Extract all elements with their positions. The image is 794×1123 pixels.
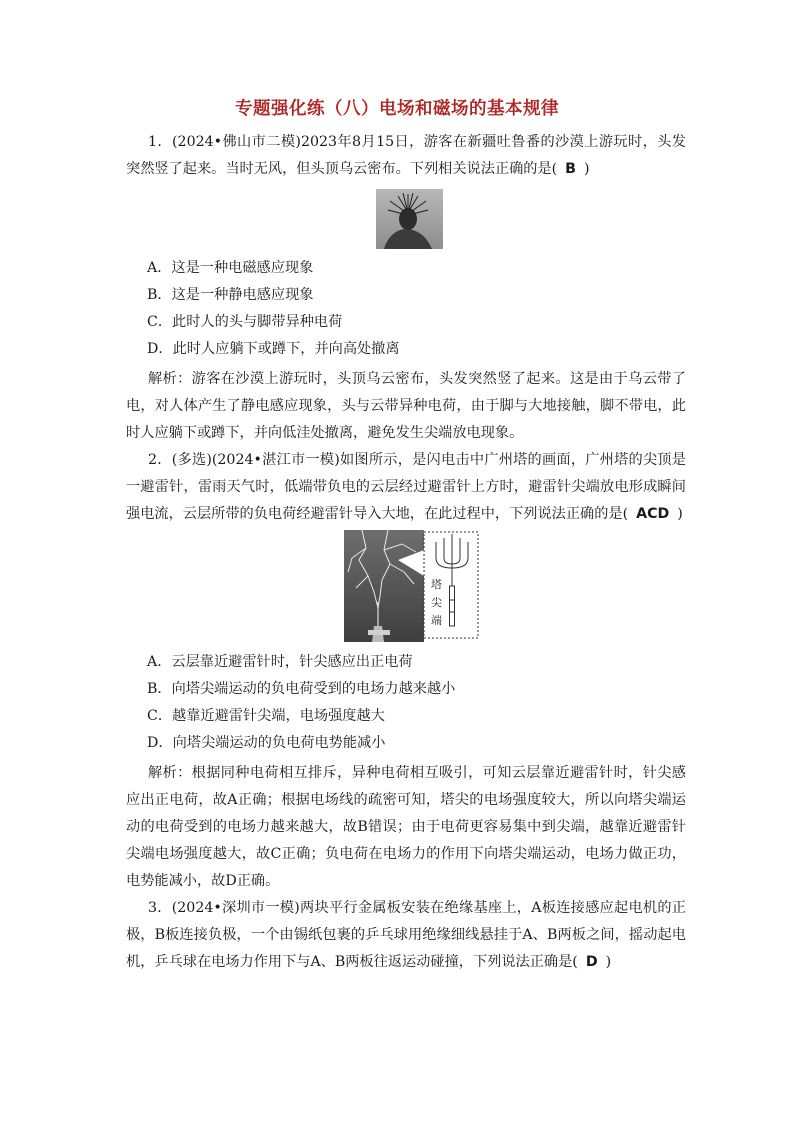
figure-hair-standing-photo <box>376 189 443 249</box>
question-1-stem <box>126 129 686 183</box>
question-1-analysis: 解析：游客在沙漠上游玩时，头顶乌云密布，头发突然竖了起来。这是由于乌云带了电，对人体产生了静电感应现象，头与云带异种电荷，由于脚与大地接触，脚不带电，此时人应躺下或蹲下，并向低洼处撤离，避免发生尖端放电现象。 <box>126 371 686 441</box>
question-1-option-a: A．这是一种电磁感应现象 <box>147 260 314 276</box>
question-3-stem-close: ) <box>605 954 612 970</box>
question-2-option-c: C．越靠近避雷针尖端，电场强度越大 <box>147 708 385 724</box>
question-3-answer: D <box>585 954 598 970</box>
question-1-stem-text: 1．(2024•佛山市二模)2023年8月15日，游客在新疆吐鲁番的沙漠上游玩时，头发突然竖了起来。当时无风，但头顶乌云密布。下列相关说法正确的是( <box>126 134 686 177</box>
question-2-analysis: 解析：根据同种电荷相互排斥，异种电荷相互吸引，可知云层靠近避雷针时，针尖感应出正电荷，故A正确；根据电场线的疏密可知，塔尖的电场强度较大，所以向塔尖端运动的电荷受到的电场力越来越大，故B错误；由于电荷更容易集中到尖端，越靠近避雷针尖端电场强度越大，故C正确；负电荷在电场力的作用下向塔尖端运动，电场力做正功，电势能减小，故D正确。 <box>126 765 686 889</box>
question-3-stem <box>126 895 686 976</box>
question-2-option-a: A．云层靠近避雷针时，针尖感应出正电荷 <box>147 654 413 670</box>
question-2-option-b: B．向塔尖端运动的负电荷受到的电场力越来越小 <box>147 681 456 697</box>
question-1-option-d: D．此时人应躺下或蹲下，并向高处撤离 <box>147 341 400 357</box>
question-1-stem-close: ) <box>584 161 590 177</box>
page-title: 专题强化练（八）电场和磁场的基本规律 <box>235 99 559 119</box>
question-2-stem <box>126 447 686 528</box>
question-3-stem-text: 3．(2024•深圳市一模)两块平行金属板安装在绝缘基座上，A板连接感应起电机的正极，B板连接负极，一个由锡纸包裹的乒乓球用绝缘细线悬挂于A、B两板之间，摇动起电机，乒乓球在电场力作用下与A、B两板往返运动碰撞，下列说法正确是( <box>126 900 686 970</box>
tower-tip-label: 塔 尖 端 <box>431 578 442 627</box>
lightning-photo <box>344 530 424 642</box>
question-2-answer: ACD <box>636 506 670 522</box>
figure-canton-tower-lightning <box>344 530 479 642</box>
question-1-option-b: B．这是一种静电感应现象 <box>147 287 314 303</box>
question-2-option-d: D．向塔尖端运动的负电荷电势能减小 <box>147 735 386 751</box>
question-1-option-c: C．此时人的头与脚带异种电荷 <box>147 314 343 330</box>
question-2-stem-close: ) <box>677 506 683 522</box>
question-2-stem-text: 2．(多选)(2024•湛江市一模)如图所示，是闪电击中广州塔的画面，广州塔的尖顶是一避雷针，雷雨天气时，低端带负电的云层经过避雷针上方时，避雷针尖端放电形成瞬间强电流，云层所带的负电荷经避雷针导入大地，在此过程中，下列说法正确的是( <box>126 452 686 522</box>
question-1-answer: B <box>565 161 576 177</box>
